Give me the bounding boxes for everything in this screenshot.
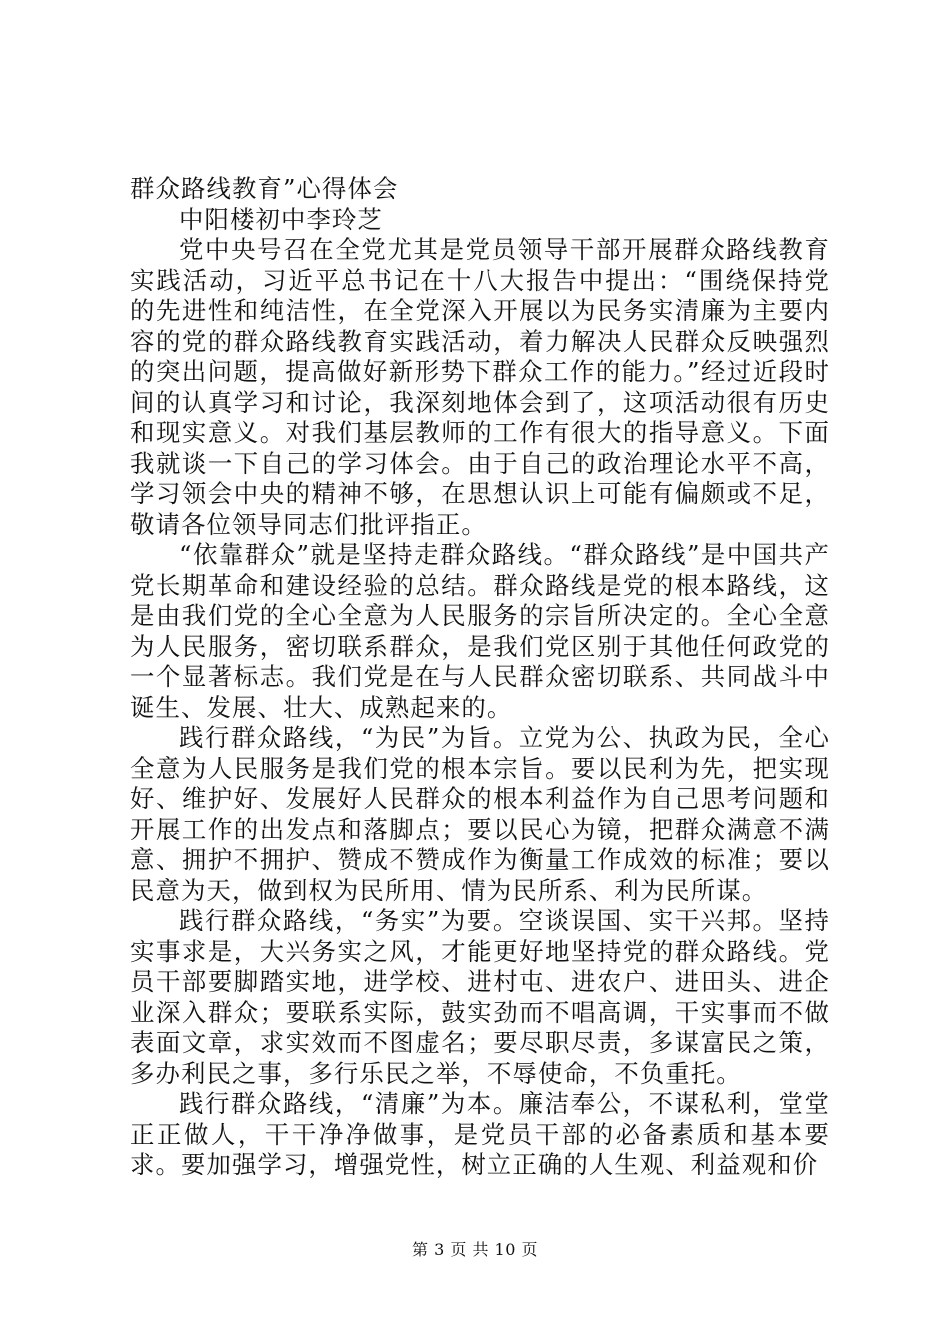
paragraph: 党中央号召在全党尤其是党员领导干部开展群众路线教育实践活动，习近平总书记在十八大报告中提出：“围绕保持党的先进性和纯洁性，在全党深入开展以为民务实清廉为主要内容的党的群众路线教育实践活动，着力解决人民群众反映强烈的突出问题，提高做好新形势下群众工作的能力。”经过近段时间的认真学习和讨论，我深刻地体会到了，这项活动很有历史和现实意义。对我们基层教师的工作有很大的指导意义。下面我就谈一下自己的学习体会。由于自己的政治理论水平不高，学习领会中央的精神不够，在思想认识上可能有偏颇或不足，敬请各位领导同志们批评指正。 — [130, 235, 830, 539]
paragraph: “依靠群众”就是坚持走群众路线。“群众路线”是中国共产党长期革命和建设经验的总结。群众路线是党的根本路线，这是由我们党的全心全意为人民服务的宗旨所决定的。全心全意为人民服务，密切联系群众，是我们党区别于其他任何政党的一个显著标志。我们党是在与人民群众密切联系、共同战斗中诞生、发展、壮大、成熟起来的。 — [130, 540, 830, 722]
page-number-footer: 第 3 页 共 10 页 — [412, 1240, 538, 1259]
paragraph: 践行群众路线，“务实”为要。空谈误国、实干兴邦。坚持实事求是，大兴务实之风，才能更好地坚持党的群众路线。党员干部要脚踏实地，进学校、进村屯、进农户、进田头、进企业深入群众；要联系实际，鼓实劲而不唱高调，干实事而不做表面文章，求实效而不图虚名；要尽职尽责，多谋富民之策，多办利民之事，多行乐民之举，不辱使命，不负重托。 — [130, 906, 830, 1088]
document-body — [130, 174, 830, 1181]
paragraph: 践行群众路线，“为民”为旨。立党为公、执政为民，全心全意为人民服务是我们党的根本宗旨。要以民利为先，把实现好、维护好、发展好人民群众的根本利益作为自己思考问题和开展工作的出发点和落脚点；要以民心为镜，把群众满意不满意、拥护不拥护、赞成不赞成作为衡量工作成效的标准；要以民意为天，做到权为民所用、情为民所系、利为民所谋。 — [130, 723, 830, 905]
author-line: 中阳楼初中李玲芝 — [179, 204, 383, 234]
paragraph: 践行群众路线，“清廉”为本。廉洁奉公，不谋私利，堂堂正正做人，干干净净做事，是党员干部的必备素质和基本要求。要加强学习，增强党性，树立正确的人生观、利益观和价 — [130, 1089, 830, 1179]
document-title: 群众路线教育”心得体会 — [130, 174, 399, 203]
